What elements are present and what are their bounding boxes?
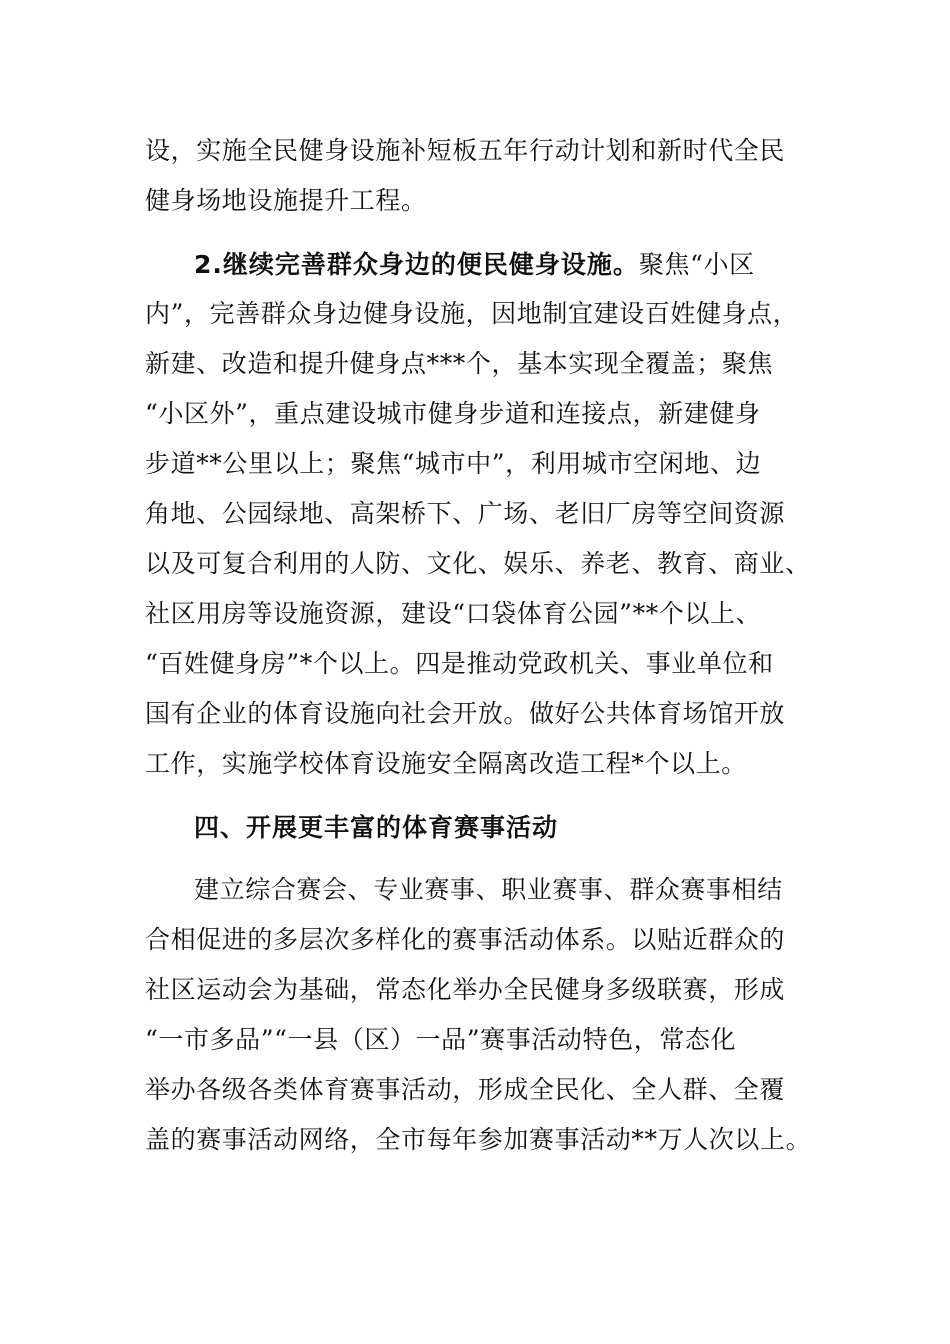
para2-line-4: “小区外”，重点建设城市健身步道和连接点，新建健身 — [145, 399, 761, 428]
para2-bold-lead: 2.继续完善群众身边的便民健身设施。 — [194, 250, 639, 279]
para2-line-8: 社区用房等设施资源，建设“口袋体育公园”**个以上、 — [145, 599, 762, 628]
para2-line-1 — [194, 250, 755, 280]
para2-first-rest: 聚焦“小区 — [638, 250, 755, 279]
para2-line-10: 国有企业的体育设施向社会开放。做好公共体育场馆开放 — [145, 699, 786, 728]
para2-line-11: 工作，实施学校体育设施安全隔离改造工程*个以上。 — [145, 749, 747, 778]
para2-line-5: 步道**公里以上；聚焦“城市中”，利用城市空闲地、边 — [145, 449, 762, 478]
para2-line-3: 新建、改造和提升健身点***个，基本实现全覆盖；聚焦 — [145, 349, 774, 378]
para3-line-2: 合相促进的多层次多样化的赛事活动体系。以贴近群众的 — [145, 925, 786, 954]
para3-line-1: 建立综合赛会、专业赛事、职业赛事、群众赛事相结 — [194, 875, 783, 904]
para3-line-5: 举办各级各类体育赛事活动，形成全民化、全人群、全覆 — [145, 1075, 786, 1104]
para3-line-3: 社区运动会为基础，常态化举办全民健身多级联赛，形成 — [145, 975, 786, 1004]
para2-line-9: “百姓健身房”*个以上。四是推动党政机关、事业单位和 — [145, 649, 774, 678]
para3-line-4: “一市多品”“一县（区）一品”赛事活动特色，常态化 — [145, 1025, 737, 1054]
para2-line-6: 角地、公园绿地、高架桥下、广场、老旧厂房等空间资源 — [145, 499, 786, 528]
para1-line-2: 健身场地设施提升工程。 — [145, 186, 427, 215]
para3-line-6: 盖的赛事活动网络，全市每年参加赛事活动**万人次以上。 — [145, 1125, 812, 1154]
para2-line-7: 以及可复合利用的人防、文化、娱乐、养老、教育、商业、 — [145, 549, 811, 578]
section-heading-4: 四、开展更丰富的体育赛事活动 — [194, 813, 559, 842]
para1-line-1: 设，实施全民健身设施补短板五年行动计划和新时代全民 — [145, 136, 786, 165]
para2-line-2: 内”，完善群众身边健身设施，因地制宜建设百姓健身点， — [145, 299, 799, 328]
